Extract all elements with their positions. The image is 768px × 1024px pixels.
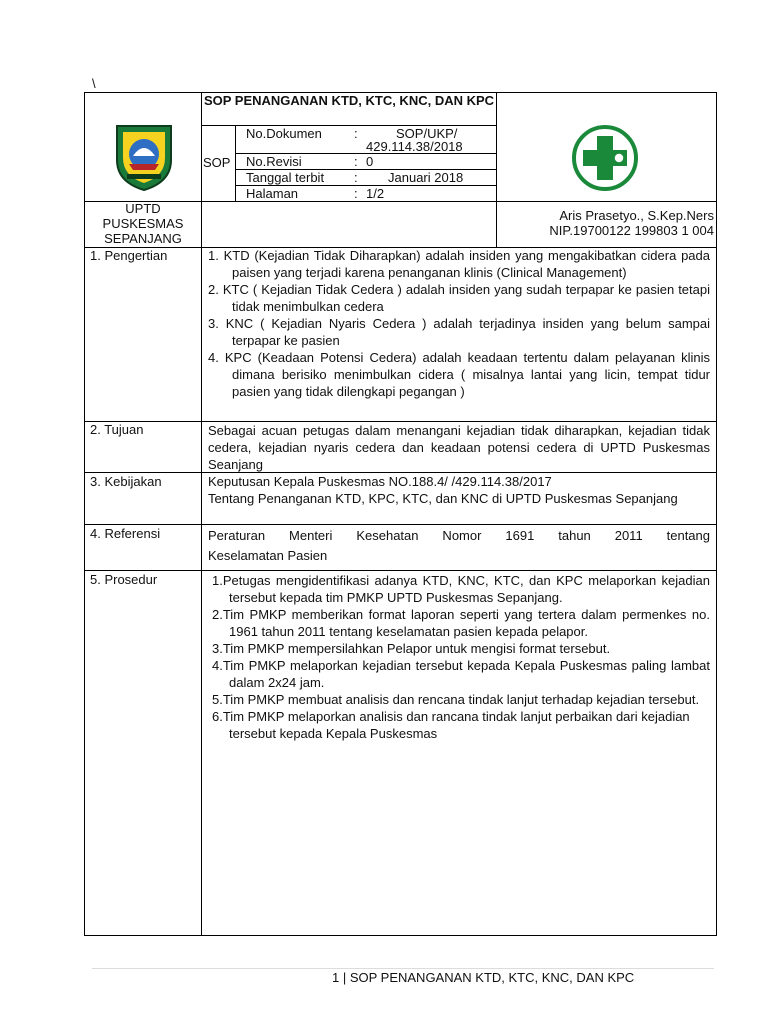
tujuan-text: Sebagai acuan petugas dalam menangani kejadian tidak diharapkan, kejadian tidak cedera, kejadian nyaris cedera dan keadaan potensi cedera di UPTD Puskesmas Seanjang xyxy=(208,423,710,472)
prosedur-list xyxy=(212,572,710,742)
list-item: 4.Tim PMKP melaporkan kejadian tersebut kepada Kepala Puskesmas paling lambat dalam 2x24 jam. xyxy=(212,658,710,690)
list-item: 3. KNC ( Kejadian Nyaris Cedera ) adalah terjadinya insiden yang belum sampai terpapar ke pasien xyxy=(208,316,710,348)
signer-nip: NIP.19700122 199803 1 004 xyxy=(549,223,714,238)
referensi-line-2: Keselamatan Pasien xyxy=(208,548,328,563)
section-label-referensi: 4. Referensi xyxy=(90,526,161,541)
signer-block xyxy=(498,208,714,238)
kebijakan-line-2: Tentang Penanganan KTD, KPC, KTC, dan KNC di UPTD Puskesmas Sepanjang xyxy=(208,491,678,506)
page-footer: 1 | SOP PENANGANAN KTD, KTC, KNC, DAN KPC xyxy=(332,970,635,985)
signer-name: Aris Prasetyo., S.Kep.Ners xyxy=(559,208,714,223)
list-item: 6.Tim PMKP melaporkan analisis dan rancana tindak lanjut perbaikan dari kejadian tersebut kepada Kepala Puskesmas xyxy=(212,709,690,741)
kebijakan-text xyxy=(208,473,710,507)
list-item: 3.Tim PMKP mempersilahkan Pelapor untuk mengisi format tersebut. xyxy=(212,641,611,656)
section-label-pengertian: 1. Pengertian xyxy=(90,248,168,263)
list-item: 5.Tim PMKP membuat analisis dan rencana tindak lanjut terhadap kejadian tersebut. xyxy=(212,692,700,707)
kebijakan-line-1: Keputusan Kepala Puskesmas NO.188.4/ /429.114.38/2017 xyxy=(208,474,552,489)
puskesmas-cross-icon xyxy=(571,124,639,192)
org-line-3: SEPANJANG xyxy=(104,231,182,246)
org-line-1: UPTD xyxy=(125,201,161,216)
section-label-tujuan: 2. Tujuan xyxy=(90,422,144,437)
regional-emblem-icon xyxy=(111,120,177,192)
stray-backslash: \ xyxy=(92,76,96,91)
list-item: 1.Petugas mengidentifikasi adanya KTD, KNC, KTC, dan KPC melaporkan kejadian tersebut kepada tim PMKP UPTD Puskesmas Sepanjang. xyxy=(212,573,710,605)
section-label-kebijakan: 3. Kebijakan xyxy=(90,474,162,489)
referensi-text xyxy=(208,526,710,566)
org-name xyxy=(85,201,201,246)
referensi-line-1: Peraturan Menteri Kesehatan Nomor 1691 tahun 2011 tentang xyxy=(208,528,710,543)
list-item: 4. KPC (Keadaan Potensi Cedera) adalah keadaan tertentu dalam pelayanan klinis dimana berisiko menimbulkan cidera ( misalnya lantai yang licin, tempat tidur pasien yang tidak dilengkapi pegangan ) xyxy=(208,350,710,399)
list-item: 2.Tim PMKP memberikan format laporan seperti yang tertera dalam permenkes no. 1961 tahun 2011 tentang keselamatan pasien kepada pelapor. xyxy=(212,607,710,639)
section-label-prosedur: 5. Prosedur xyxy=(90,572,158,587)
footer-divider xyxy=(92,968,714,969)
sop-label: SOP xyxy=(203,155,231,170)
list-item: 2. KTC ( Kejadian Tidak Cedera ) adalah insiden yang sudah terpapar ke pasien tetapi tidak menimbulkan cedera xyxy=(208,282,710,314)
list-item: 1. KTD (Kejadian Tidak Diharapkan) adalah insiden yang mengakibatkan cidera pada paisen yang terjadi karena penanganan klinis (Clinical Management) xyxy=(208,248,710,280)
org-line-2: PUSKESMAS xyxy=(102,216,184,231)
pengertian-list xyxy=(208,247,710,400)
document-title: SOP PENANGANAN KTD, KTC, KNC, DAN KPC xyxy=(203,93,495,108)
